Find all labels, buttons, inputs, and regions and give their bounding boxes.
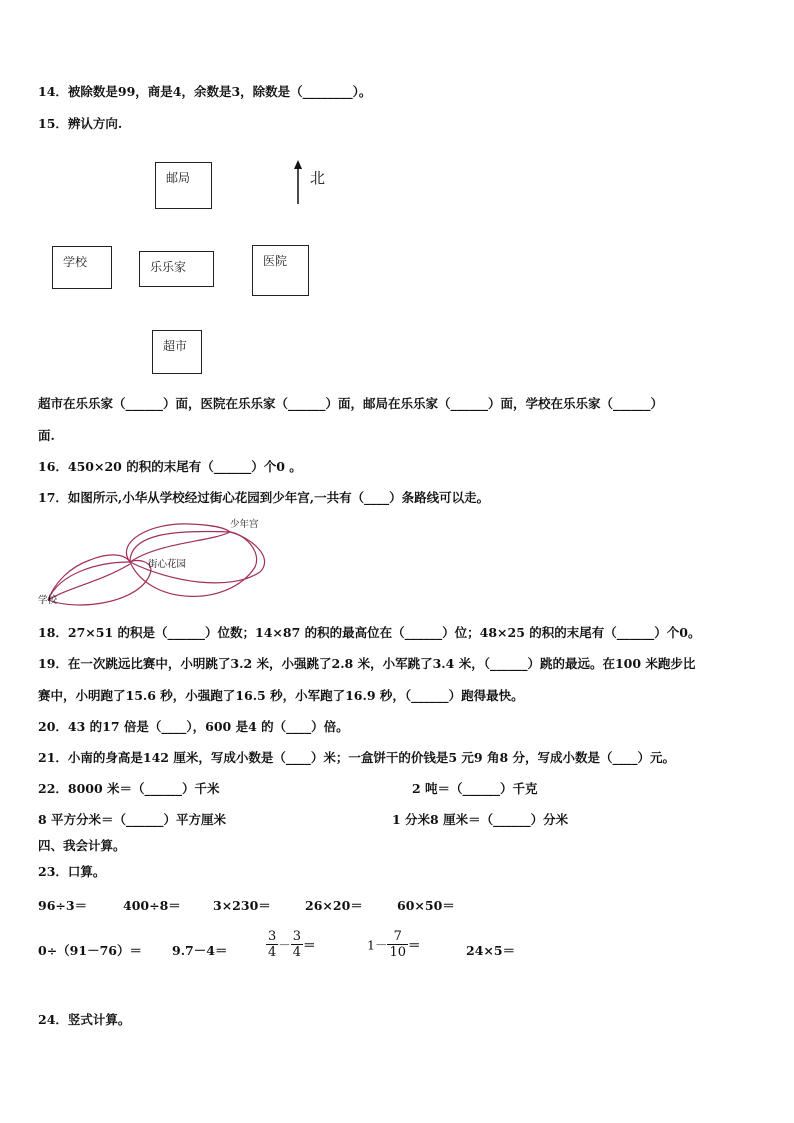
- question-14: 14．被除数是99，商是4，余数是3，除数是（________）。: [38, 84, 372, 99]
- question-17: 17．如图所示,小华从学校经过街心花园到少年宫,一共有（____）条路线可以走。: [38, 490, 490, 505]
- question-24: 24．竖式计算。: [38, 1012, 131, 1027]
- calc-3: 3×230＝: [213, 898, 271, 913]
- lele-home-box: [139, 251, 214, 287]
- question-22-b: 2 吨＝（______）千克: [412, 781, 538, 796]
- school-box: [52, 246, 112, 289]
- question-16: 16．450×20 的积的末尾有（______）个0 。: [38, 459, 302, 474]
- question-15-text-1: 超市在乐乐家（______）面，医院在乐乐家（______）面，邮局在乐乐家（______）面，学校在乐乐家（______）: [38, 396, 664, 411]
- question-18: 18．27×51 的积是（______）位数；14×87 的积的最高位在（______）位；48×25 的积的末尾有（______）个0。: [38, 625, 701, 640]
- calc-8-fraction: $\frac{3}{4}$ － $\frac{3}{4}$ ＝: [268, 929, 316, 960]
- calc-6: 0÷（91－76）＝: [38, 943, 142, 958]
- question-22-c: 8 平方分米＝（______）平方厘米: [38, 812, 227, 827]
- calc-4: 26×20＝: [305, 898, 363, 913]
- calc-7: 9.7－4＝: [172, 943, 228, 958]
- school-route-label: 学校: [38, 595, 58, 606]
- calc-5: 60×50＝: [397, 898, 455, 913]
- section-4-heading: 四、我会计算。: [38, 838, 126, 853]
- question-23-title: 23．口算。: [38, 864, 106, 879]
- post-office-box: [155, 162, 212, 209]
- school-label: 学校: [63, 255, 88, 269]
- question-15-title: 15．辨认方向.: [38, 116, 123, 131]
- question-20: 20．43 的17 倍是（____），600 是4 的（____）倍。: [38, 719, 349, 734]
- hospital-box: [252, 245, 309, 296]
- lele-home-label: 乐乐家: [150, 260, 187, 274]
- calc-1: 96÷3＝: [38, 898, 88, 913]
- supermarket-label: 超市: [163, 339, 188, 353]
- fraction-3-4-a: $\frac{3}{4}$: [268, 929, 277, 960]
- fraction-7-10: $\frac{7}{10}$: [389, 929, 406, 960]
- garden-label: 街心花园: [148, 559, 187, 570]
- hospital-label: 医院: [263, 254, 288, 268]
- question-19-line-1: 19．在一次跳远比赛中，小明跳了3.2 米，小强跳了2.8 米，小军跳了3.4 米，（______）跳的最远。在100 米跑步比: [38, 656, 696, 671]
- question-22-a: 22．8000 米＝（______）千米: [38, 781, 220, 796]
- question-15-text-2: 面.: [38, 428, 55, 443]
- fraction-3-4-b: $\frac{3}{4}$: [292, 929, 302, 960]
- calc-2: 400÷8＝: [123, 898, 181, 913]
- calc-9-fraction: 1－ $\frac{7}{10}$ ＝: [367, 929, 421, 960]
- question-22-d: 1 分米8 厘米＝（______）分米: [392, 812, 569, 827]
- calc-10: 24×5＝: [466, 943, 516, 958]
- north-label: 北: [310, 169, 326, 187]
- question-19-line-2: 赛中，小明跑了15.6 秒，小强跑了16.5 秒，小军跑了16.9 秒，（______）跑得最快。: [38, 688, 524, 703]
- question-21: 21．小南的身高是142 厘米，写成小数是（____）米；一盒饼干的价钱是5 元9 角8 分，写成小数是（____）元。: [38, 750, 675, 765]
- north-arrow-icon: [290, 160, 306, 206]
- youth-palace-label: 少年宫: [230, 519, 259, 530]
- supermarket-box: [152, 330, 202, 374]
- post-office-label: 邮局: [166, 171, 191, 185]
